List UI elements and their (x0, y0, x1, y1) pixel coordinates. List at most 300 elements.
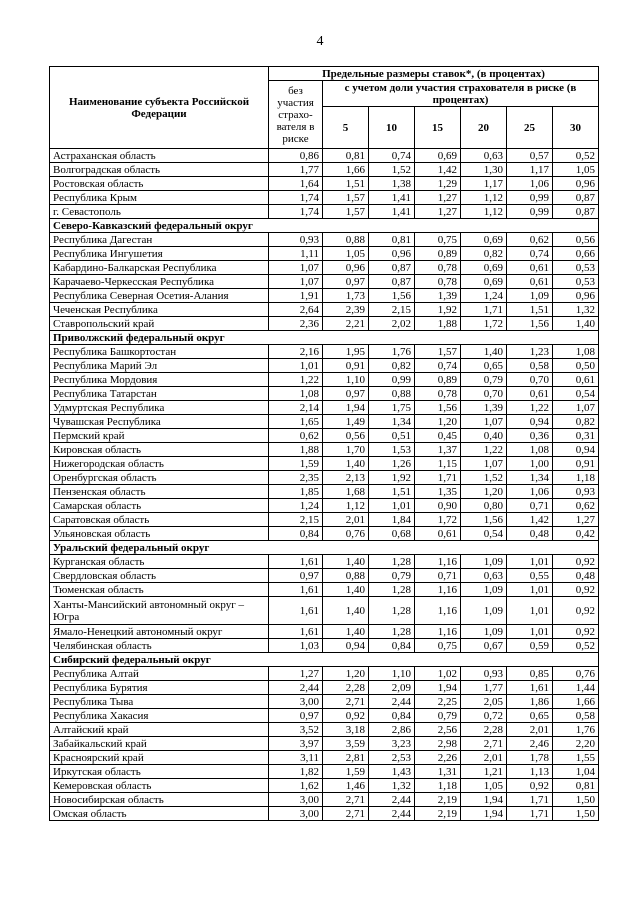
rate-share-5: 0,92 (323, 709, 369, 723)
rate-share-30: 1,55 (553, 751, 599, 765)
rate-share-10: 1,41 (369, 191, 415, 205)
table-row (50, 625, 599, 639)
rate-share-10: 1,52 (369, 163, 415, 177)
rate-share-5: 1,51 (323, 177, 369, 191)
rate-share-10: 2,15 (369, 303, 415, 317)
rate-share-10: 1,01 (369, 499, 415, 513)
rate-share-10: 1,28 (369, 583, 415, 597)
rate-share-5: 3,59 (323, 737, 369, 751)
rate-share-25: 2,46 (507, 737, 553, 751)
rate-share-20: 1,12 (461, 205, 507, 219)
rate-share-20: 2,01 (461, 751, 507, 765)
subject-name: Республика Мордовия (50, 373, 269, 387)
rate-share-15: 0,75 (415, 639, 461, 653)
rate-share-30: 0,53 (553, 275, 599, 289)
rate-no-share: 1,08 (269, 387, 323, 401)
subject-name: Волгоградская область (50, 163, 269, 177)
subject-name: Республика Тыва (50, 695, 269, 709)
rate-share-20: 2,71 (461, 737, 507, 751)
rate-share-25: 1,06 (507, 177, 553, 191)
region-name: Приволжский федеральный округ (50, 331, 599, 345)
subject-name: Омская область (50, 807, 269, 821)
rate-share-30: 2,20 (553, 737, 599, 751)
rate-share-25: 1,78 (507, 751, 553, 765)
rate-share-20: 1,56 (461, 513, 507, 527)
rate-share-5: 1,40 (323, 583, 369, 597)
rate-share-30: 1,40 (553, 317, 599, 331)
rate-no-share: 1,77 (269, 163, 323, 177)
rate-share-15: 1,72 (415, 513, 461, 527)
rate-share-10: 2,53 (369, 751, 415, 765)
rate-share-25: 0,59 (507, 639, 553, 653)
rate-share-10: 1,76 (369, 345, 415, 359)
subject-name: Новосибирская область (50, 793, 269, 807)
rate-share-10: 1,92 (369, 471, 415, 485)
rate-share-30: 0,53 (553, 261, 599, 275)
rate-share-5: 1,57 (323, 205, 369, 219)
rate-share-20: 1,94 (461, 793, 507, 807)
rate-share-30: 0,87 (553, 205, 599, 219)
rate-share-5: 0,76 (323, 527, 369, 541)
table-row (50, 401, 599, 415)
rate-share-5: 0,56 (323, 429, 369, 443)
rate-no-share: 2,15 (269, 513, 323, 527)
rate-share-25: 1,42 (507, 513, 553, 527)
subject-name: Иркутская область (50, 765, 269, 779)
rate-share-30: 0,92 (553, 597, 599, 625)
rate-share-20: 1,94 (461, 807, 507, 821)
rate-share-5: 2,71 (323, 695, 369, 709)
rate-share-5: 0,96 (323, 261, 369, 275)
rate-share-25: 0,48 (507, 527, 553, 541)
rate-share-15: 1,42 (415, 163, 461, 177)
table-row (50, 597, 599, 625)
rate-share-20: 1,05 (461, 779, 507, 793)
rate-share-25: 1,01 (507, 597, 553, 625)
rate-share-30: 0,58 (553, 709, 599, 723)
rate-no-share: 1,91 (269, 289, 323, 303)
rate-share-10: 0,82 (369, 359, 415, 373)
rate-share-15: 1,27 (415, 205, 461, 219)
rate-share-20: 1,09 (461, 555, 507, 569)
rate-share-20: 0,63 (461, 569, 507, 583)
rate-share-25: 0,99 (507, 191, 553, 205)
rate-share-15: 1,16 (415, 597, 461, 625)
rate-share-30: 0,48 (553, 569, 599, 583)
subject-name: Республика Марий Эл (50, 359, 269, 373)
rate-no-share: 1,61 (269, 555, 323, 569)
rate-share-5: 2,01 (323, 513, 369, 527)
rate-share-30: 1,27 (553, 513, 599, 527)
region-header-row (50, 219, 599, 233)
rate-share-15: 0,45 (415, 429, 461, 443)
rate-share-20: 0,67 (461, 639, 507, 653)
rate-share-5: 2,28 (323, 681, 369, 695)
rate-no-share: 1,64 (269, 177, 323, 191)
table-row (50, 191, 599, 205)
rate-share-20: 0,79 (461, 373, 507, 387)
table-row (50, 373, 599, 387)
rate-share-15: 2,19 (415, 807, 461, 821)
rate-share-30: 0,61 (553, 373, 599, 387)
rate-share-20: 1,09 (461, 625, 507, 639)
subject-name: Республика Башкортостан (50, 345, 269, 359)
rate-share-15: 2,26 (415, 751, 461, 765)
rate-no-share: 3,97 (269, 737, 323, 751)
rate-share-30: 1,18 (553, 471, 599, 485)
subject-name: Ханты-Мансийский автономный округ – Югра (50, 597, 269, 625)
subject-name: Ставропольский край (50, 317, 269, 331)
rate-share-25: 0,74 (507, 247, 553, 261)
rate-share-10: 0,74 (369, 149, 415, 163)
rate-share-10: 0,84 (369, 709, 415, 723)
table-row (50, 289, 599, 303)
rate-share-30: 1,32 (553, 303, 599, 317)
rate-share-15: 0,78 (415, 275, 461, 289)
rate-share-10: 0,96 (369, 247, 415, 261)
rate-share-30: 0,56 (553, 233, 599, 247)
rate-share-30: 1,07 (553, 401, 599, 415)
rate-no-share: 1,24 (269, 499, 323, 513)
rate-no-share: 3,52 (269, 723, 323, 737)
rate-share-15: 1,71 (415, 471, 461, 485)
rate-no-share: 1,22 (269, 373, 323, 387)
subject-name: Красноярский край (50, 751, 269, 765)
table-row (50, 261, 599, 275)
rate-share-15: 0,75 (415, 233, 461, 247)
subject-name: Свердловская область (50, 569, 269, 583)
header-share-30: 30 (553, 107, 599, 149)
rate-share-10: 1,32 (369, 779, 415, 793)
rate-share-10: 1,28 (369, 555, 415, 569)
subject-name: Республика Ингушетия (50, 247, 269, 261)
rate-share-25: 0,85 (507, 667, 553, 681)
rate-share-25: 1,61 (507, 681, 553, 695)
rate-share-20: 1,22 (461, 443, 507, 457)
rate-share-10: 2,44 (369, 807, 415, 821)
rate-share-30: 0,81 (553, 779, 599, 793)
subject-name: Карачаево-Черкесская Республика (50, 275, 269, 289)
rate-share-5: 2,71 (323, 807, 369, 821)
page-number: 4 (316, 34, 324, 49)
rate-share-10: 1,75 (369, 401, 415, 415)
table-row (50, 163, 599, 177)
rate-share-10: 0,51 (369, 429, 415, 443)
rate-no-share: 3,11 (269, 751, 323, 765)
rate-share-15: 1,94 (415, 681, 461, 695)
table-row (50, 177, 599, 191)
subject-name: Ямало-Ненецкий автономный округ (50, 625, 269, 639)
rate-share-30: 1,50 (553, 807, 599, 821)
rate-share-10: 2,44 (369, 793, 415, 807)
table-row (50, 149, 599, 163)
subject-name: Алтайский край (50, 723, 269, 737)
rate-share-15: 0,90 (415, 499, 461, 513)
header-rates-title: Предельные размеры ставок*, (в процентах) (269, 67, 599, 81)
header-share-10: 10 (369, 107, 415, 149)
rate-share-25: 0,65 (507, 709, 553, 723)
rate-share-20: 1,24 (461, 289, 507, 303)
table-row (50, 443, 599, 457)
rate-share-25: 1,22 (507, 401, 553, 415)
region-name: Сибирский федеральный округ (50, 653, 599, 667)
rate-share-20: 0,54 (461, 527, 507, 541)
rate-share-15: 0,71 (415, 569, 461, 583)
rate-share-30: 1,76 (553, 723, 599, 737)
rate-no-share: 0,86 (269, 149, 323, 163)
rate-no-share: 0,84 (269, 527, 323, 541)
rate-share-5: 0,91 (323, 359, 369, 373)
rate-share-15: 2,56 (415, 723, 461, 737)
rate-share-15: 0,89 (415, 247, 461, 261)
rate-share-20: 1,21 (461, 765, 507, 779)
subject-name: Саратовская область (50, 513, 269, 527)
rate-share-15: 1,27 (415, 191, 461, 205)
subject-name: Пермский край (50, 429, 269, 443)
rate-share-10: 1,28 (369, 625, 415, 639)
rate-share-25: 1,71 (507, 807, 553, 821)
rate-share-20: 1,09 (461, 597, 507, 625)
table-row (50, 639, 599, 653)
rate-share-10: 0,79 (369, 569, 415, 583)
rate-share-25: 1,00 (507, 457, 553, 471)
rate-share-5: 1,40 (323, 555, 369, 569)
insurance-rates-table (49, 66, 599, 821)
rate-share-5: 1,20 (323, 667, 369, 681)
header-share-25: 25 (507, 107, 553, 149)
rate-share-10: 1,28 (369, 597, 415, 625)
table-row (50, 485, 599, 499)
rate-share-5: 2,21 (323, 317, 369, 331)
rate-share-10: 1,26 (369, 457, 415, 471)
rate-share-5: 1,70 (323, 443, 369, 457)
rate-share-25: 1,01 (507, 555, 553, 569)
rate-share-30: 0,76 (553, 667, 599, 681)
rate-share-5: 1,94 (323, 401, 369, 415)
subject-name: Астраханская область (50, 149, 269, 163)
rate-share-10: 2,44 (369, 695, 415, 709)
rate-share-10: 3,23 (369, 737, 415, 751)
rate-share-10: 0,87 (369, 275, 415, 289)
rate-share-5: 2,39 (323, 303, 369, 317)
subject-name: Чувашская Республика (50, 415, 269, 429)
rate-share-15: 1,16 (415, 555, 461, 569)
rate-share-20: 0,63 (461, 149, 507, 163)
rate-share-30: 1,04 (553, 765, 599, 779)
rate-share-25: 1,86 (507, 695, 553, 709)
rate-share-10: 1,41 (369, 205, 415, 219)
rate-share-30: 0,52 (553, 639, 599, 653)
rate-share-5: 2,13 (323, 471, 369, 485)
rate-share-30: 0,52 (553, 149, 599, 163)
rate-share-20: 1,52 (461, 471, 507, 485)
region-header-row (50, 653, 599, 667)
rate-share-5: 1,12 (323, 499, 369, 513)
table-row (50, 723, 599, 737)
rate-no-share: 1,27 (269, 667, 323, 681)
rate-share-5: 1,68 (323, 485, 369, 499)
rate-share-10: 0,68 (369, 527, 415, 541)
rate-share-15: 0,89 (415, 373, 461, 387)
rate-no-share: 1,11 (269, 247, 323, 261)
rate-share-25: 0,55 (507, 569, 553, 583)
rate-share-25: 0,61 (507, 275, 553, 289)
table-row (50, 205, 599, 219)
rate-share-25: 1,51 (507, 303, 553, 317)
table-row (50, 807, 599, 821)
rate-share-20: 1,72 (461, 317, 507, 331)
rate-share-5: 1,59 (323, 765, 369, 779)
rate-share-20: 1,39 (461, 401, 507, 415)
rate-no-share: 3,00 (269, 807, 323, 821)
rate-share-25: 0,94 (507, 415, 553, 429)
rate-share-10: 1,53 (369, 443, 415, 457)
rate-share-15: 1,02 (415, 667, 461, 681)
rate-no-share: 0,97 (269, 709, 323, 723)
rate-share-20: 0,70 (461, 387, 507, 401)
rate-share-30: 0,31 (553, 429, 599, 443)
rate-share-25: 0,36 (507, 429, 553, 443)
table-row (50, 345, 599, 359)
rate-share-30: 0,91 (553, 457, 599, 471)
rate-share-20: 0,69 (461, 275, 507, 289)
table-row (50, 667, 599, 681)
rate-share-5: 2,81 (323, 751, 369, 765)
rate-share-10: 1,56 (369, 289, 415, 303)
rate-share-20: 1,30 (461, 163, 507, 177)
rate-share-5: 1,40 (323, 597, 369, 625)
rate-share-5: 1,73 (323, 289, 369, 303)
rate-share-25: 1,56 (507, 317, 553, 331)
rate-share-20: 1,17 (461, 177, 507, 191)
table-row (50, 415, 599, 429)
rate-no-share: 2,16 (269, 345, 323, 359)
table-row (50, 247, 599, 261)
rate-share-10: 1,38 (369, 177, 415, 191)
rate-share-25: 1,34 (507, 471, 553, 485)
rate-share-30: 0,62 (553, 499, 599, 513)
rate-share-10: 0,87 (369, 261, 415, 275)
header-subject-name: Наименование субъекта Российской Федерации (50, 67, 269, 149)
rate-share-30: 0,96 (553, 289, 599, 303)
rate-share-30: 1,66 (553, 695, 599, 709)
subject-name: Республика Северная Осетия-Алания (50, 289, 269, 303)
table-row (50, 359, 599, 373)
rate-share-25: 1,01 (507, 583, 553, 597)
rate-share-20: 1,12 (461, 191, 507, 205)
rate-share-15: 0,79 (415, 709, 461, 723)
rate-share-15: 0,78 (415, 387, 461, 401)
subject-name: г. Севастополь (50, 205, 269, 219)
rate-no-share: 1,85 (269, 485, 323, 499)
table-row (50, 233, 599, 247)
rate-share-25: 0,58 (507, 359, 553, 373)
rate-share-20: 1,07 (461, 457, 507, 471)
rate-share-20: 0,69 (461, 233, 507, 247)
subject-name: Челябинская область (50, 639, 269, 653)
rate-share-5: 3,18 (323, 723, 369, 737)
rate-share-5: 0,97 (323, 275, 369, 289)
rate-share-30: 0,93 (553, 485, 599, 499)
rate-share-20: 1,77 (461, 681, 507, 695)
subject-name: Забайкальский край (50, 737, 269, 751)
region-header-row (50, 541, 599, 555)
rate-no-share: 1,88 (269, 443, 323, 457)
rate-no-share: 1,62 (269, 779, 323, 793)
table-row (50, 527, 599, 541)
rate-share-20: 0,69 (461, 261, 507, 275)
rate-share-5: 1,49 (323, 415, 369, 429)
rate-share-30: 0,92 (553, 583, 599, 597)
rate-share-20: 1,07 (461, 415, 507, 429)
rate-share-30: 1,08 (553, 345, 599, 359)
rate-share-20: 0,72 (461, 709, 507, 723)
rate-no-share: 1,07 (269, 275, 323, 289)
rate-share-15: 1,88 (415, 317, 461, 331)
rate-share-5: 0,88 (323, 233, 369, 247)
table-row (50, 695, 599, 709)
subject-name: Республика Татарстан (50, 387, 269, 401)
subject-name: Республика Хакасия (50, 709, 269, 723)
rate-share-20: 0,82 (461, 247, 507, 261)
header-with-share: с учетом доли участия страхователя в риске (в процентах) (323, 81, 599, 107)
rate-share-25: 1,13 (507, 765, 553, 779)
rate-share-30: 0,92 (553, 625, 599, 639)
rate-share-15: 0,61 (415, 527, 461, 541)
rate-share-20: 0,80 (461, 499, 507, 513)
rate-share-15: 2,98 (415, 737, 461, 751)
rate-share-15: 2,19 (415, 793, 461, 807)
rate-share-25: 0,61 (507, 261, 553, 275)
rate-share-15: 1,39 (415, 289, 461, 303)
table-row (50, 583, 599, 597)
rate-share-25: 1,08 (507, 443, 553, 457)
rate-share-20: 1,09 (461, 583, 507, 597)
table-row (50, 457, 599, 471)
rate-share-25: 1,17 (507, 163, 553, 177)
rate-share-5: 1,10 (323, 373, 369, 387)
table-row (50, 303, 599, 317)
rate-share-15: 1,16 (415, 583, 461, 597)
table-row (50, 555, 599, 569)
subject-name: Ульяновская область (50, 527, 269, 541)
rate-share-25: 0,57 (507, 149, 553, 163)
table-row (50, 499, 599, 513)
rate-share-10: 1,84 (369, 513, 415, 527)
rate-share-20: 0,93 (461, 667, 507, 681)
rate-share-10: 2,02 (369, 317, 415, 331)
rate-share-15: 1,29 (415, 177, 461, 191)
rate-share-15: 1,31 (415, 765, 461, 779)
rate-share-5: 1,05 (323, 247, 369, 261)
header-share-15: 15 (415, 107, 461, 149)
rate-share-15: 1,18 (415, 779, 461, 793)
rate-share-15: 2,25 (415, 695, 461, 709)
rate-share-25: 1,01 (507, 625, 553, 639)
rate-no-share: 3,00 (269, 793, 323, 807)
rate-share-15: 1,57 (415, 345, 461, 359)
table-row (50, 793, 599, 807)
rate-no-share: 1,01 (269, 359, 323, 373)
rate-share-25: 1,09 (507, 289, 553, 303)
subject-name: Кемеровская область (50, 779, 269, 793)
header-share-20: 20 (461, 107, 507, 149)
rate-no-share: 1,82 (269, 765, 323, 779)
rate-no-share: 2,36 (269, 317, 323, 331)
table-row (50, 387, 599, 401)
rate-share-20: 1,20 (461, 485, 507, 499)
rate-share-25: 0,92 (507, 779, 553, 793)
